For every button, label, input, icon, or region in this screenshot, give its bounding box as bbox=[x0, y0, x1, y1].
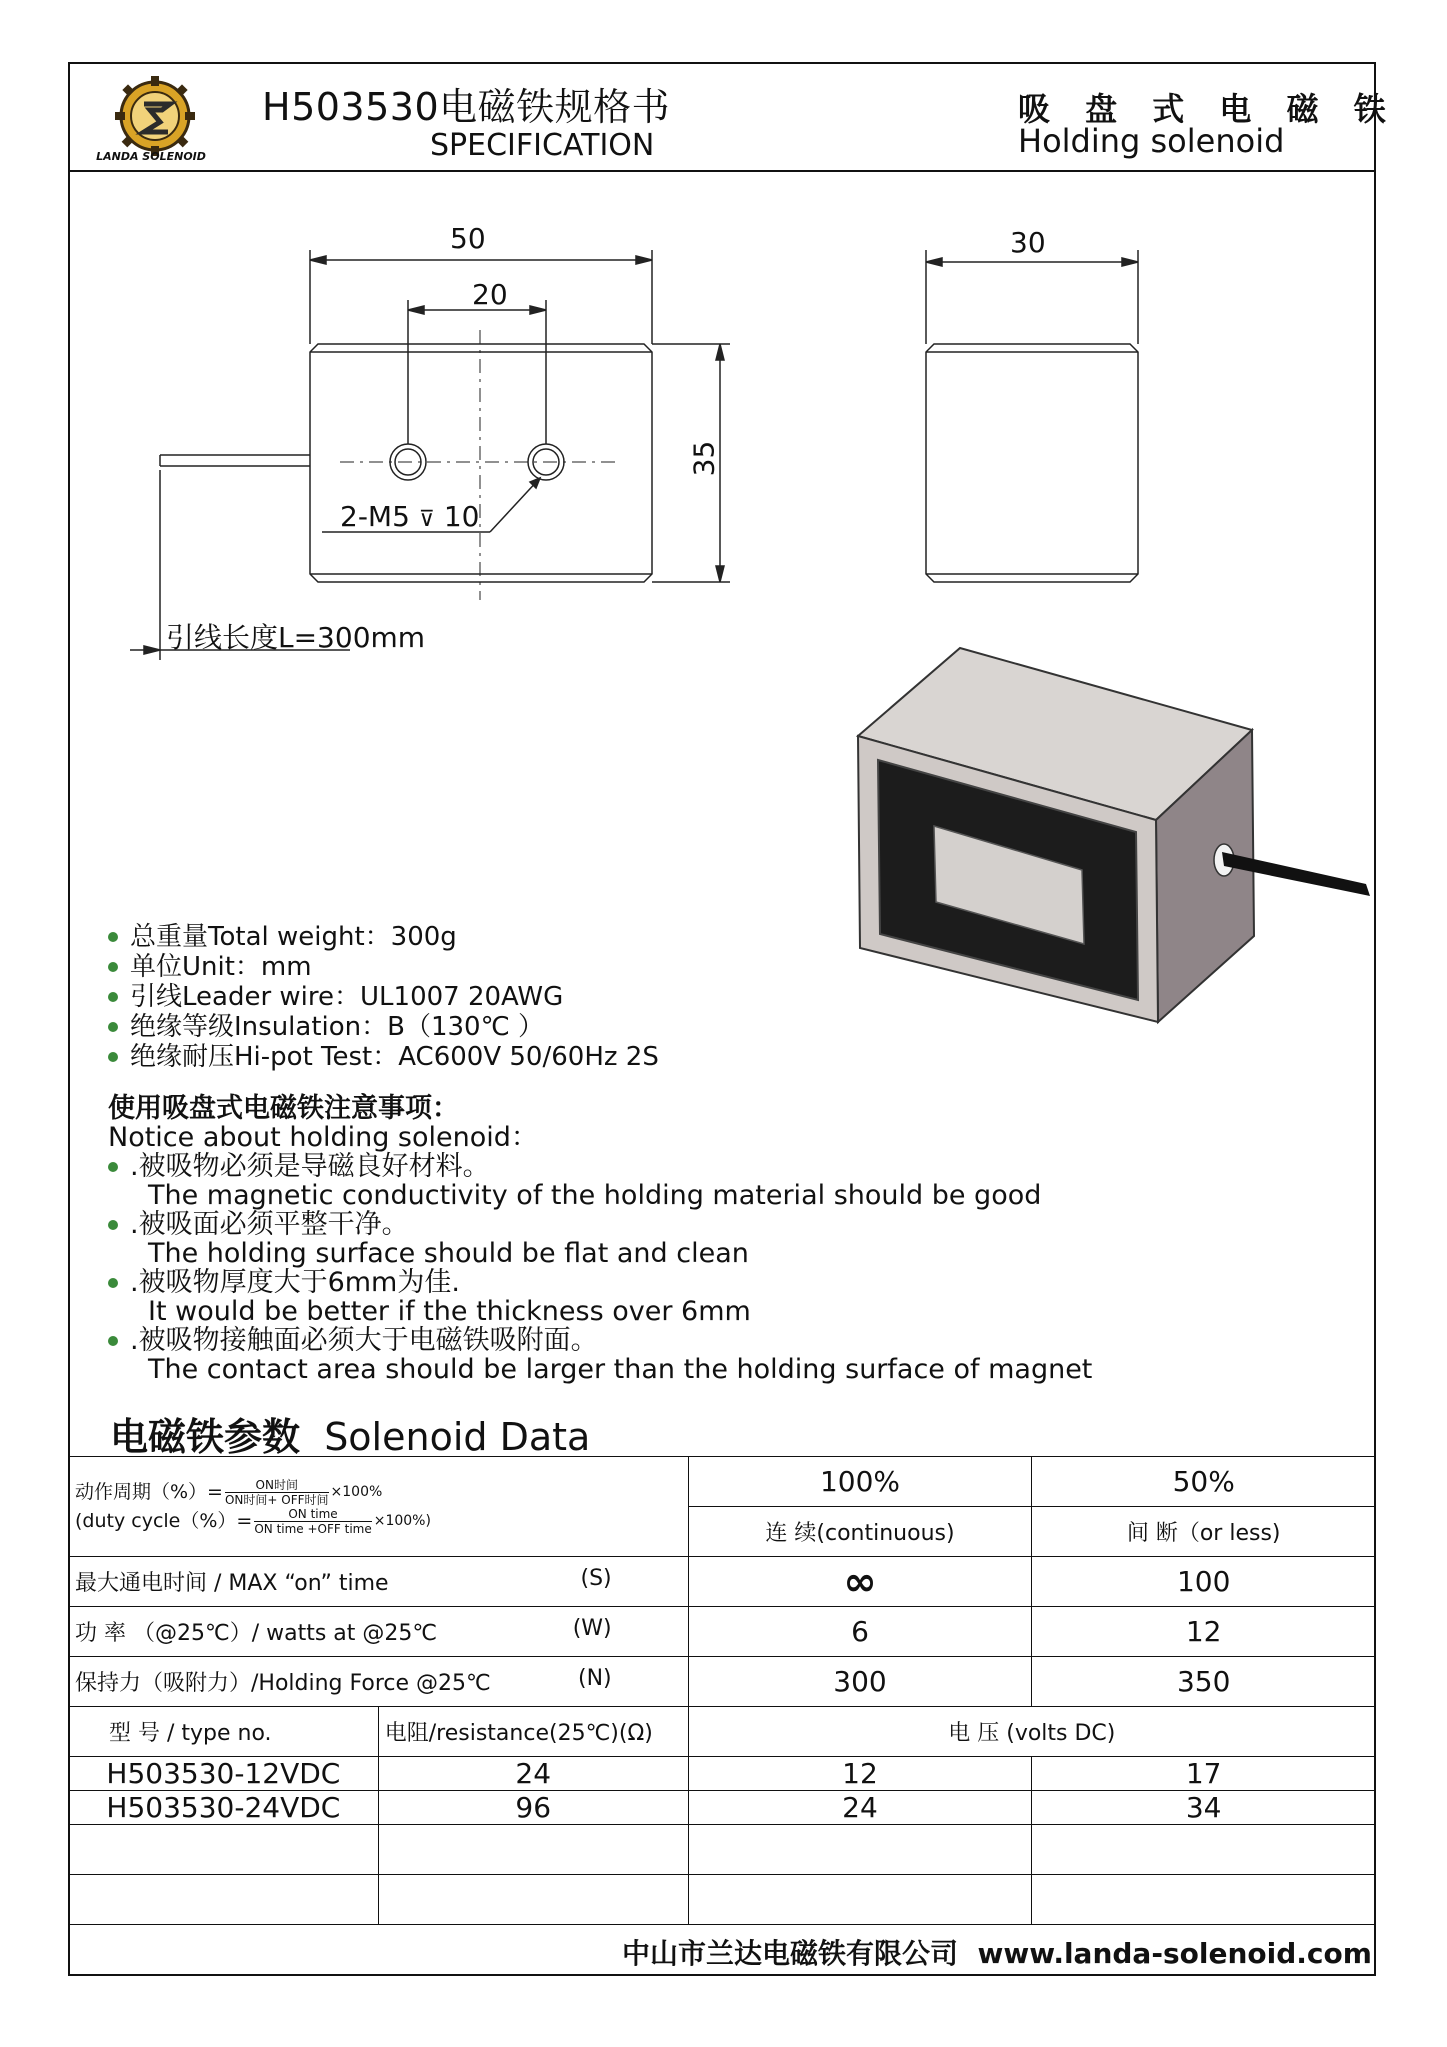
bullet-icon bbox=[108, 1162, 118, 1172]
spec-leader-wire: 引线Leader wire：UL1007 20AWG bbox=[108, 982, 659, 1012]
notice-item: .被吸面必须平整干净。 bbox=[108, 1210, 1092, 1239]
product-type-cn: 吸 盘 式 电 磁 铁 bbox=[1018, 90, 1398, 128]
bullet-icon bbox=[108, 1278, 118, 1288]
bullet-icon bbox=[108, 1052, 118, 1062]
notice-item: .被吸物接触面必须大于电磁铁吸附面。 bbox=[108, 1326, 1092, 1355]
bullet-icon bbox=[108, 932, 118, 942]
watts-100: 6 bbox=[688, 1607, 1032, 1657]
lead-length: 引线长度L=300mm bbox=[166, 621, 426, 654]
voltage-50-cell: 34 bbox=[1032, 1791, 1376, 1825]
force-label-cell: 保持力（吸附力）/Holding Force @25℃ (N) bbox=[69, 1657, 689, 1707]
company-url[interactable]: www.landa-solenoid.com bbox=[977, 1937, 1372, 1970]
resistance-cell: 24 bbox=[378, 1757, 688, 1791]
product-type-en: Holding solenoid bbox=[1018, 122, 1285, 160]
table-row bbox=[69, 1707, 1376, 1757]
max-on-50: 100 bbox=[1032, 1557, 1376, 1607]
lead-wire bbox=[160, 455, 310, 466]
table-row bbox=[69, 1657, 1376, 1707]
notice-title-cn: 使用吸盘式电磁铁注意事项： bbox=[108, 1093, 459, 1124]
max-on-label-cell: 最大通电时间 / MAX “on” time (S) bbox=[69, 1557, 689, 1607]
bullet-icon bbox=[108, 992, 118, 1002]
voltage-100-cell: 12 bbox=[688, 1757, 1032, 1791]
col-100: 100% bbox=[688, 1457, 1032, 1507]
watts-label-cell: 功 率 （@25℃）/ watts at @25℃ (W) bbox=[69, 1607, 689, 1657]
spec-list bbox=[108, 922, 659, 1072]
notice-item: .被吸物厚度大于6mm为佳. bbox=[108, 1268, 1092, 1297]
spec-unit: 单位Unit：mm bbox=[108, 952, 659, 982]
resistance-header: 电阻/resistance(25℃)(Ω) bbox=[378, 1707, 688, 1757]
spec-insulation: 绝缘等级Insulation：B（130℃ ） bbox=[108, 1012, 659, 1042]
side-view-outline bbox=[926, 344, 1138, 582]
table-row bbox=[69, 1875, 1376, 1925]
table-row bbox=[69, 1557, 1376, 1607]
max-on-100: ∞ bbox=[688, 1557, 1032, 1607]
dim-hole-spacing: 20 bbox=[472, 278, 508, 311]
resistance-cell: 96 bbox=[378, 1791, 688, 1825]
type-header: 型 号 / type no. bbox=[69, 1707, 379, 1757]
spec-weight: 总重量Total weight：300g bbox=[108, 922, 659, 952]
bullet-icon bbox=[108, 1022, 118, 1032]
document-subtitle: SPECIFICATION bbox=[430, 128, 655, 163]
notice-title-en: Notice about holding solenoid： bbox=[108, 1122, 538, 1153]
notice-item-en: The magnetic conductivity of the holding material should be good bbox=[148, 1180, 1042, 1211]
col-50: 50% bbox=[1032, 1457, 1376, 1507]
data-section-title: 电磁铁参数 Solenoid Data bbox=[110, 1415, 591, 1459]
notice-item-en: The holding surface should be flat and clean bbox=[148, 1238, 749, 1269]
col-intermittent: 间 断（or less) bbox=[1032, 1507, 1376, 1557]
table-row bbox=[69, 1825, 1376, 1875]
logo-text: LANDA SOLENOID bbox=[96, 150, 206, 163]
type-cell: H503530-12VDC bbox=[69, 1757, 379, 1791]
force-50: 350 bbox=[1032, 1657, 1376, 1707]
dim-height: 35 bbox=[687, 440, 721, 477]
table-row bbox=[69, 1757, 1376, 1791]
dim-depth: 30 bbox=[1010, 226, 1046, 259]
table-row bbox=[69, 1791, 1376, 1825]
table-row bbox=[69, 1607, 1376, 1657]
solenoid-data-table bbox=[68, 1456, 1376, 1925]
voltage-50-cell: 17 bbox=[1032, 1757, 1376, 1791]
voltage-100-cell: 24 bbox=[688, 1791, 1032, 1825]
voltage-header: 电 压 (volts DC) bbox=[688, 1707, 1375, 1757]
bullet-icon bbox=[108, 1336, 118, 1346]
notice-item-en: It would be better if the thickness over 6mm bbox=[148, 1296, 751, 1327]
col-continuous: 连 续(continuous) bbox=[688, 1507, 1032, 1557]
dim-width: 50 bbox=[450, 222, 486, 255]
table-row bbox=[69, 1457, 1376, 1507]
notice-item-en: The contact area should be larger than the holding surface of magnet bbox=[148, 1354, 1093, 1385]
type-cell: H503530-24VDC bbox=[69, 1791, 379, 1825]
product-3d-render bbox=[858, 648, 1370, 1022]
notice-item: .被吸物必须是导磁良好材料。 bbox=[108, 1152, 1092, 1181]
thread-callout: 2-M5 ⊽ 10 bbox=[340, 500, 480, 533]
bullet-icon bbox=[108, 1220, 118, 1230]
force-100: 300 bbox=[688, 1657, 1032, 1707]
document-title: H503530电磁铁规格书 bbox=[262, 85, 671, 129]
bullet-icon bbox=[108, 962, 118, 972]
duty-cycle-cell: 动作周期（%）= ON时间 ON时间+ OFF时间 ×100% (duty cycle（%）= ON time ON time +OFF time ×100%) bbox=[69, 1457, 689, 1557]
spec-hipot: 绝缘耐压Hi-pot Test：AC600V 50/60Hz 2S bbox=[108, 1042, 659, 1072]
front-view-outline bbox=[310, 344, 652, 582]
footer: 中山市兰达电磁铁有限公司 www.landa-solenoid.com bbox=[622, 1937, 1372, 1970]
watts-50: 12 bbox=[1032, 1607, 1376, 1657]
notice-section bbox=[108, 1094, 1092, 1384]
depth-icon: ⊽ bbox=[418, 507, 435, 532]
